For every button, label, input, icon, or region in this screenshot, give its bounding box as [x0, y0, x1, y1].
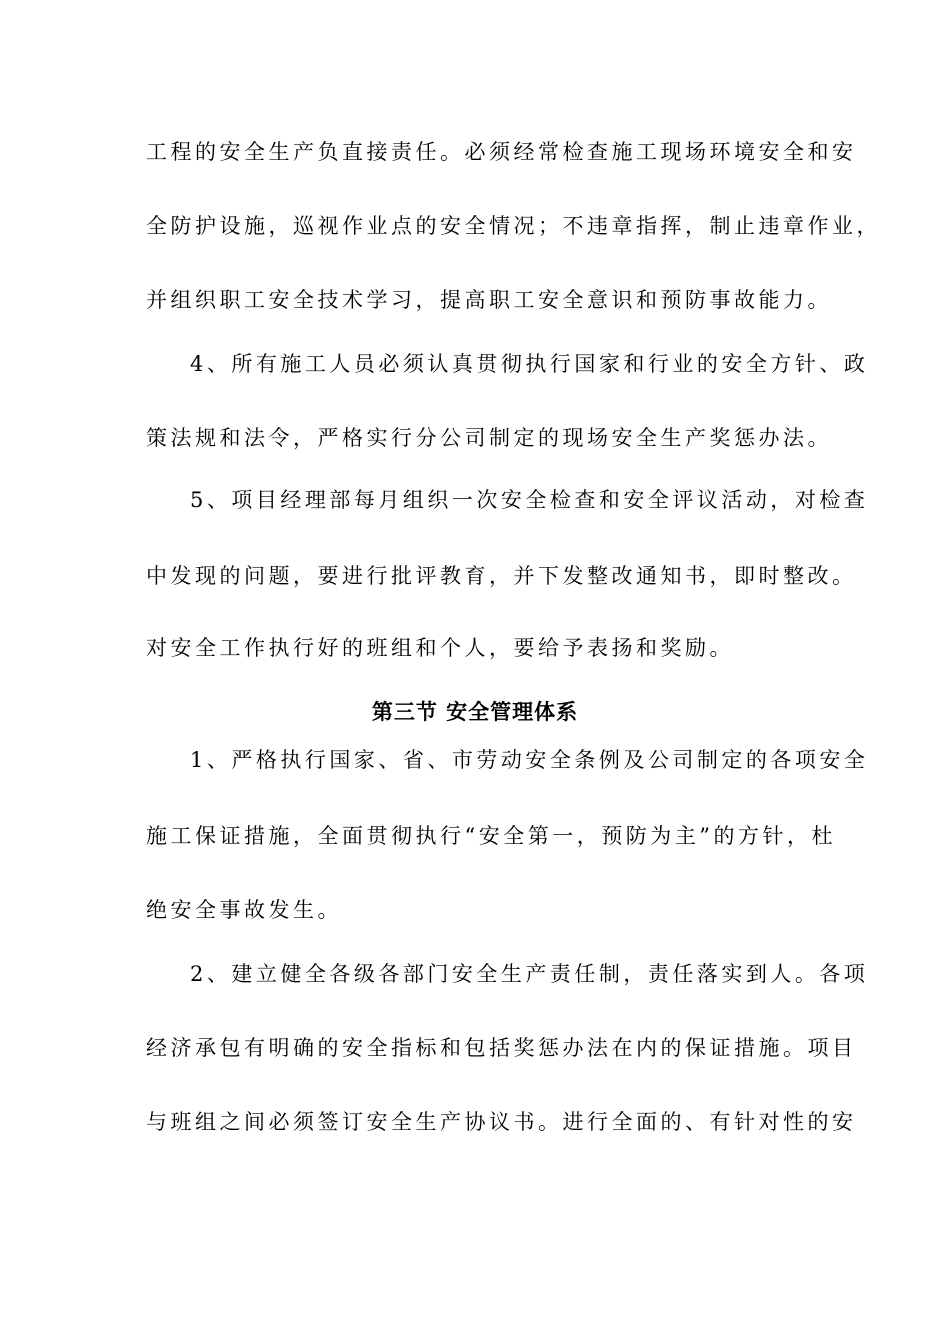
- paragraph-line: 1、严格执行国家、省、市劳动安全条例及公司制定的各项安全: [190, 748, 869, 772]
- paragraph-line: 策法规和法令，严格实行分公司制定的现场安全生产奖惩办法。: [146, 426, 832, 450]
- paragraph-line: 4、所有施工人员必须认真贯彻执行国家和行业的安全方针、政: [190, 352, 869, 376]
- paragraph-line: 全防护设施，巡视作业点的安全情况；不违章指挥，制止违章作业，: [146, 214, 881, 238]
- paragraph-line: 对安全工作执行好的班组和个人，要给予表扬和奖励。: [146, 636, 734, 660]
- paragraph-line: 经济承包有明确的安全指标和包括奖惩办法在内的保证措施。项目: [146, 1036, 857, 1060]
- paragraph-line: 5、项目经理部每月组织一次安全检查和安全评议活动，对检查: [190, 488, 869, 512]
- paragraph-line: 中发现的问题，要进行批评教育，并下发整改通知书，即时整改。: [146, 564, 857, 588]
- paragraph-line: 2、建立健全各级各部门安全生产责任制，责任落实到人。各项: [190, 962, 869, 986]
- paragraph-line: 施工保证措施，全面贯彻执行“安全第一，预防为主”的方针，杜: [146, 824, 836, 848]
- section-heading: 第三节 安全管理体系: [371, 700, 579, 724]
- paragraph-line: 绝安全事故发生。: [146, 898, 342, 922]
- paragraph-line: 与班组之间必须签订安全生产协议书。进行全面的、有针对性的安: [146, 1110, 857, 1134]
- paragraph-line: 并组织职工安全技术学习，提高职工安全意识和预防事故能力。: [146, 288, 832, 312]
- paragraph-line: 工程的安全生产负直接责任。必须经常检查施工现场环境安全和安: [146, 140, 857, 164]
